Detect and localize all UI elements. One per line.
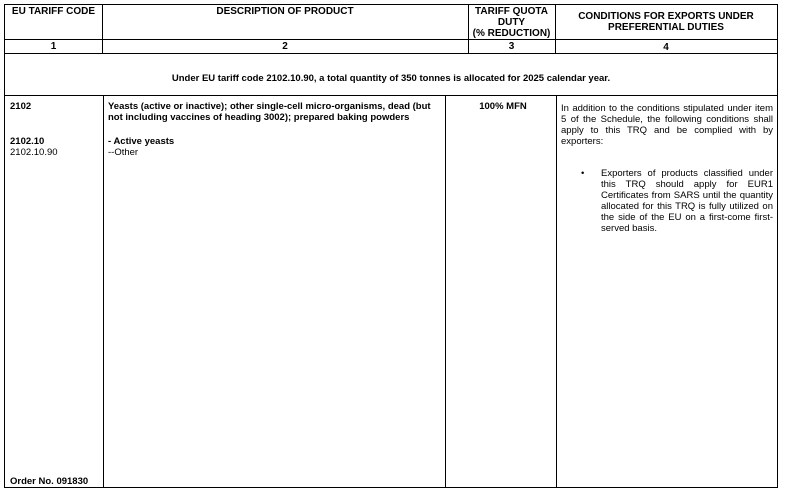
header-divider (5, 39, 777, 40)
product-subdescription-other: --Other (108, 147, 139, 158)
conditions-bullet-text: Exporters of products classified under this TRQ should apply for EUR1 Certificates from SARS until the quantity allocated for this TRQ is fully utilized on the side of the EU on a first-come first-served basis. (601, 168, 773, 234)
conditions-intro: In addition to the conditions stipulated under item 5 of the Schedule, the following conditions shall apply to this TRQ and be complied with by exporters: (561, 103, 773, 147)
tariff-code-line: 2102.10.90 (10, 147, 58, 158)
header-conditions (555, 11, 777, 33)
tariff-code-subheading: 2102.10 (10, 136, 45, 147)
column-number-2: 2 (282, 41, 288, 52)
conditions-list (561, 168, 773, 234)
allocation-banner: Under EU tariff code 2102.10.90, a total quantity of 350 tonnes is allocated for 2025 calendar year. (171, 73, 611, 84)
header-conditions-line-1: CONDITIONS FOR EXPORTS UNDER (578, 11, 754, 22)
column-divider-2-body (445, 95, 446, 488)
conditions-bullet-item (561, 168, 773, 234)
tariff-code-heading: 2102 (10, 101, 32, 112)
header-tariff-line-1: TARIFF QUOTA (475, 6, 548, 17)
product-subdescription-active-yeasts: - Active yeasts (108, 136, 175, 147)
header-tariff-line-2: DUTY (497, 17, 526, 28)
number-row-divider (5, 53, 777, 54)
banner-divider (5, 95, 777, 96)
header-tariff-line-3: (% REDUCTION) (472, 28, 551, 39)
order-number: Order No. 091830 (10, 476, 89, 487)
column-number-4: 4 (663, 42, 669, 53)
header-eu-tariff-code: EU TARIFF CODE (11, 6, 96, 17)
header-conditions-line-2: PREFERENTIAL DUTIES (608, 22, 724, 33)
column-divider-3-body (556, 95, 557, 488)
column-number-1: 1 (50, 41, 57, 52)
header-tariff-quota-duty (468, 6, 555, 39)
column-number-3: 3 (508, 41, 515, 52)
tariff-table (4, 4, 778, 488)
product-description: Yeasts (active or inactive); other single-cell micro-organisms, dead (but not including vaccines of heading 3002); prepared baking powders (108, 101, 431, 123)
bullet-glyph: • (581, 168, 585, 179)
tariff-quota-duty-value: 100% MFN (479, 101, 527, 112)
header-description: DESCRIPTION OF PRODUCT (216, 6, 354, 17)
column-divider-1-body (103, 95, 104, 488)
